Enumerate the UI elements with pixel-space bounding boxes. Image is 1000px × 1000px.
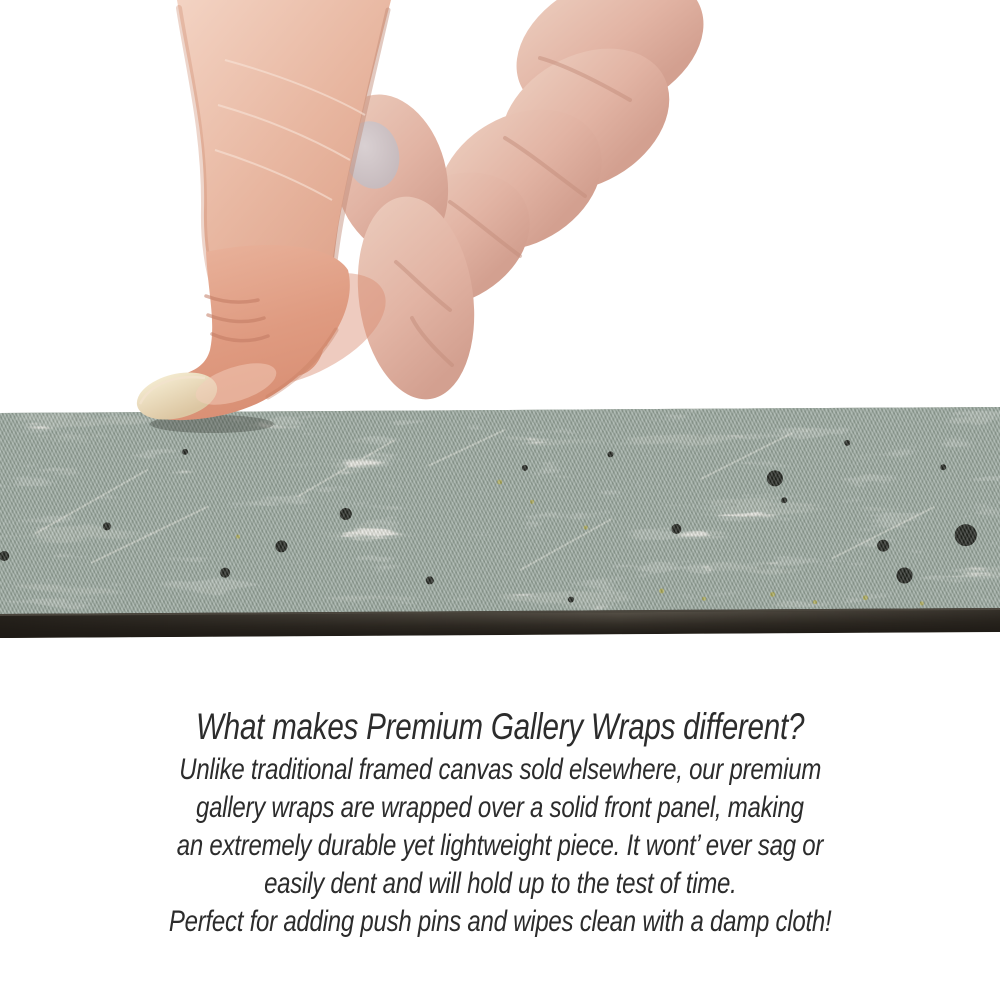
finger-hanging — [345, 189, 486, 407]
info-text-block — [0, 703, 1000, 941]
canvas-wrap-strip — [0, 407, 1000, 638]
finger-creases — [396, 58, 630, 365]
info-body-line — [0, 751, 1000, 789]
thumb — [132, 245, 350, 427]
info-heading — [0, 703, 1000, 751]
canvas-grunge-texture — [0, 407, 1000, 616]
info-body-line — [0, 865, 1000, 903]
hand-redness — [197, 249, 403, 410]
thumb-nail-rim — [140, 377, 205, 404]
info-body-text: gallery wraps are wrapped over a solid front panel, making — [196, 791, 804, 824]
hand-pressing-thumb — [0, 0, 1000, 450]
info-body-text: Perfect for adding push pins and wipes clean with a damp cloth! — [168, 905, 832, 938]
info-body-line — [0, 827, 1000, 865]
finger-nail — [339, 116, 406, 194]
finger-index-tucked — [315, 81, 466, 268]
hand-finger-crease — [325, 10, 388, 344]
info-body-line — [0, 903, 1000, 941]
finger-knuckle — [494, 0, 727, 145]
canvas-paint-layer — [0, 407, 1000, 616]
canvas-panel-edge — [0, 608, 1000, 638]
thumb-wrinkles — [206, 296, 268, 341]
finger-ring — [413, 81, 628, 279]
finger-middle — [347, 146, 554, 334]
info-body-text: Unlike traditional framed canvas sold elsewhere, our premium — [179, 753, 821, 786]
info-body-text: an extremely durable yet lightweight piece. It wont’ ever sag or — [176, 829, 824, 862]
hand-skin-lines — [215, 60, 365, 200]
thumb-edge-shade — [268, 330, 336, 397]
hand-left-contour-shade — [179, 8, 230, 328]
finger-pinky — [475, 20, 695, 221]
hand-back — [177, 0, 403, 411]
info-heading-text: What makes Premium Gallery Wraps different? — [195, 706, 805, 747]
thumb-pad-highlight — [191, 355, 281, 413]
info-body-line — [0, 789, 1000, 827]
info-body-text: easily dent and will hold up to the test of time. — [263, 867, 737, 900]
curled-fingers — [315, 0, 727, 407]
